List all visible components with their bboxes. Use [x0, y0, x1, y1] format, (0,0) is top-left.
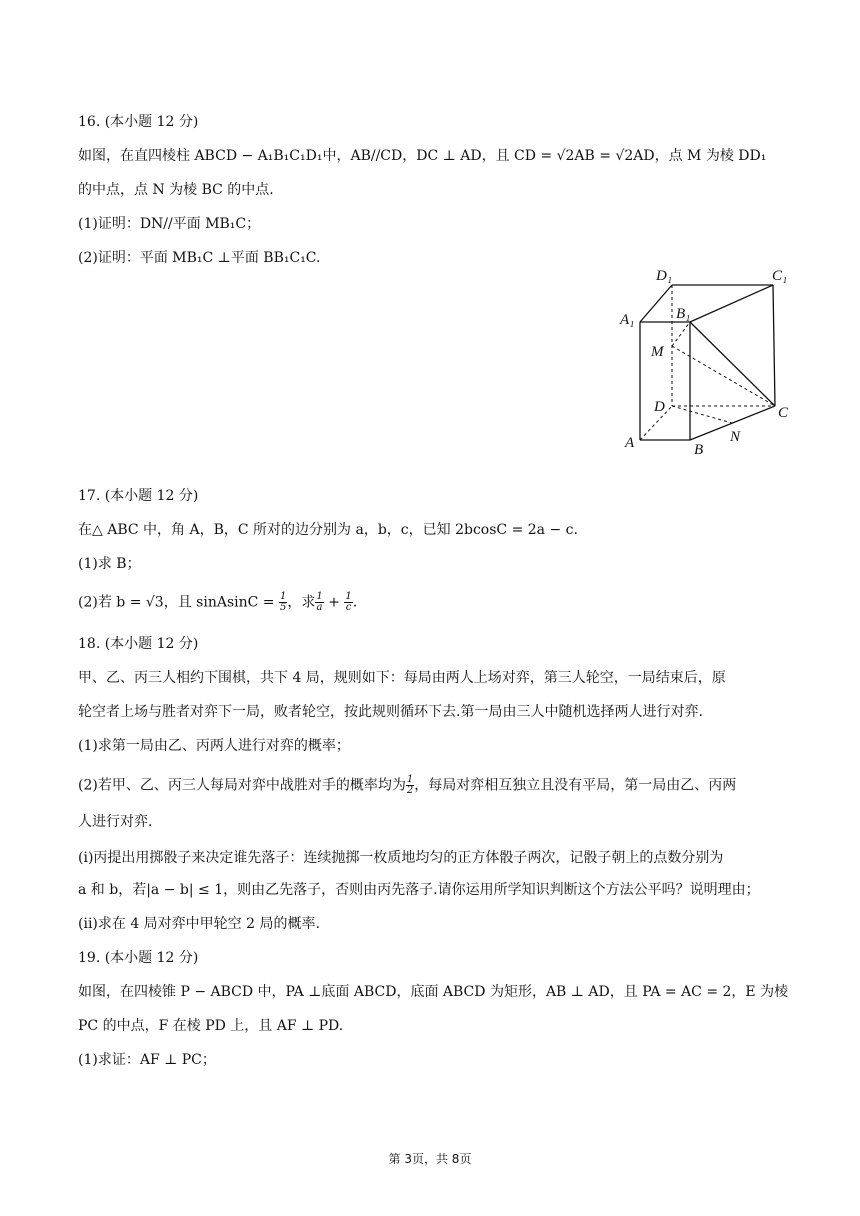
edge-b1-c [690, 322, 775, 406]
q18-stem-line2: 轮空者上场与胜者对弈下一局，败者轮空，按此规则循环下去.第一局由三人中随机选择两人进行对弈. [78, 704, 703, 720]
fraction-numerator: 1 [406, 774, 414, 785]
q18-sub1-line1: (ⅰ)丙提出用掷骰子来决定谁先落子：连续抛掷一枚质地均匀的正方体骰子两次，记骰子朝上的点数分别为 [78, 850, 724, 866]
q18-part2-line2: 人进行对弈. [78, 814, 153, 830]
q19-part1: (1)求证：AF ⊥ PC； [78, 1052, 216, 1068]
label-b: B [694, 442, 704, 458]
q16-part1: (1)证明：DN//平面 MB₁C； [78, 216, 261, 232]
q18-header: 18. (本小题 12 分) [78, 636, 199, 652]
q16-stem-line2: 的中点，点 N 为棱 BC 的中点. [78, 182, 274, 198]
label-c1: C₁ [772, 268, 788, 284]
q19-header: 19. (本小题 12 分) [78, 950, 199, 966]
fraction-denominator: 2 [406, 785, 414, 796]
edge-c1-c [773, 285, 775, 406]
page-footer: 第 3页，共 8页 [388, 1152, 472, 1166]
label-b1: B₁ [676, 306, 691, 322]
q17-part2-text-a: (2)若 b = √3，且 sinAsinC = [78, 594, 279, 611]
q18-part2-line1 [78, 775, 798, 796]
q17-part2 [78, 592, 798, 613]
fraction-denominator: c [345, 602, 352, 613]
edge-a1-d1 [640, 285, 672, 322]
q19-stem-line2: PC 的中点，F 在棱 PD 上，且 AF ⊥ PD. [78, 1018, 344, 1034]
fraction-numerator: 1 [345, 591, 352, 602]
q18-sub2: (ⅱ)求在 4 局对弈中甲轮空 2 局的概率. [78, 916, 320, 932]
q18-part2-text-b: ，每局对弈相互独立且没有平局，第一局由乙、丙两 [414, 777, 737, 794]
label-a: A [625, 435, 635, 451]
prism-figure [610, 262, 800, 462]
q19-stem-line1: 如图，在四棱锥 P − ABCD 中，PA ⊥底面 ABCD，底面 ABCD 为矩形，AB ⊥ AD，且 PA = AC = 2，E 为棱 [78, 984, 789, 1000]
label-c: C [778, 405, 789, 421]
q18-fraction-one-half [406, 775, 414, 796]
label-n: N [730, 429, 741, 445]
fraction-numerator: 1 [279, 591, 287, 602]
q17-fraction-one-over-a [315, 592, 323, 613]
q16-part2: (2)证明：平面 MB₁C ⊥平面 BB₁C₁C. [78, 250, 321, 266]
edge-m-b1 [672, 322, 690, 346]
q17-part2-text-b: ，求 [287, 594, 316, 611]
q17-plus-sign: + [323, 594, 345, 611]
label-d1: D₁ [656, 268, 673, 284]
q17-fraction-one-over-c [344, 592, 352, 613]
label-d: D [654, 399, 665, 415]
label-m: M [651, 344, 664, 360]
q18-stem-line1: 甲、乙、丙三人相约下围棋，共下 4 局，规则如下：每局由两人上场对弈，第三人轮空，一局结束后，原 [78, 670, 726, 686]
q17-part2-end: . [352, 594, 358, 611]
q18-part1: (1)求第一局由乙、丙两人进行对弈的概率； [78, 738, 350, 754]
q16-header: 16. (本小题 12 分) [78, 114, 199, 130]
q17-header: 17. (本小题 12 分) [78, 488, 199, 504]
fraction-denominator: a [316, 602, 323, 613]
q16-stem-line1: 如图，在直四棱柱 ABCD − A₁B₁C₁D₁中，AB//CD，DC ⊥ AD，且 CD = √2AB = √2AD，点 M 为棱 DD₁ [78, 148, 767, 164]
edge-b1-c1 [690, 285, 773, 322]
q18-sub1-line2: a 和 b，若|a − b| ≤ 1，则由乙先落子，否则由丙先落子.请你运用所学知识判断这个方法公平吗？说明理由； [78, 882, 760, 898]
fraction-numerator: 1 [316, 591, 323, 602]
q17-stem: 在△ ABC 中，角 A，B，C 所对的边分别为 a，b，c，已知 2bcosC = 2a − c. [78, 522, 578, 538]
q18-part2-text-a: (2)若甲、乙、丙三人每局对弈中战胜对手的概率均为 [78, 777, 406, 794]
edge-d-n [672, 406, 732, 423]
label-a1: A₁ [620, 312, 635, 328]
fraction-denominator: 5 [279, 602, 287, 613]
q17-part1: (1)求 B； [78, 556, 141, 572]
